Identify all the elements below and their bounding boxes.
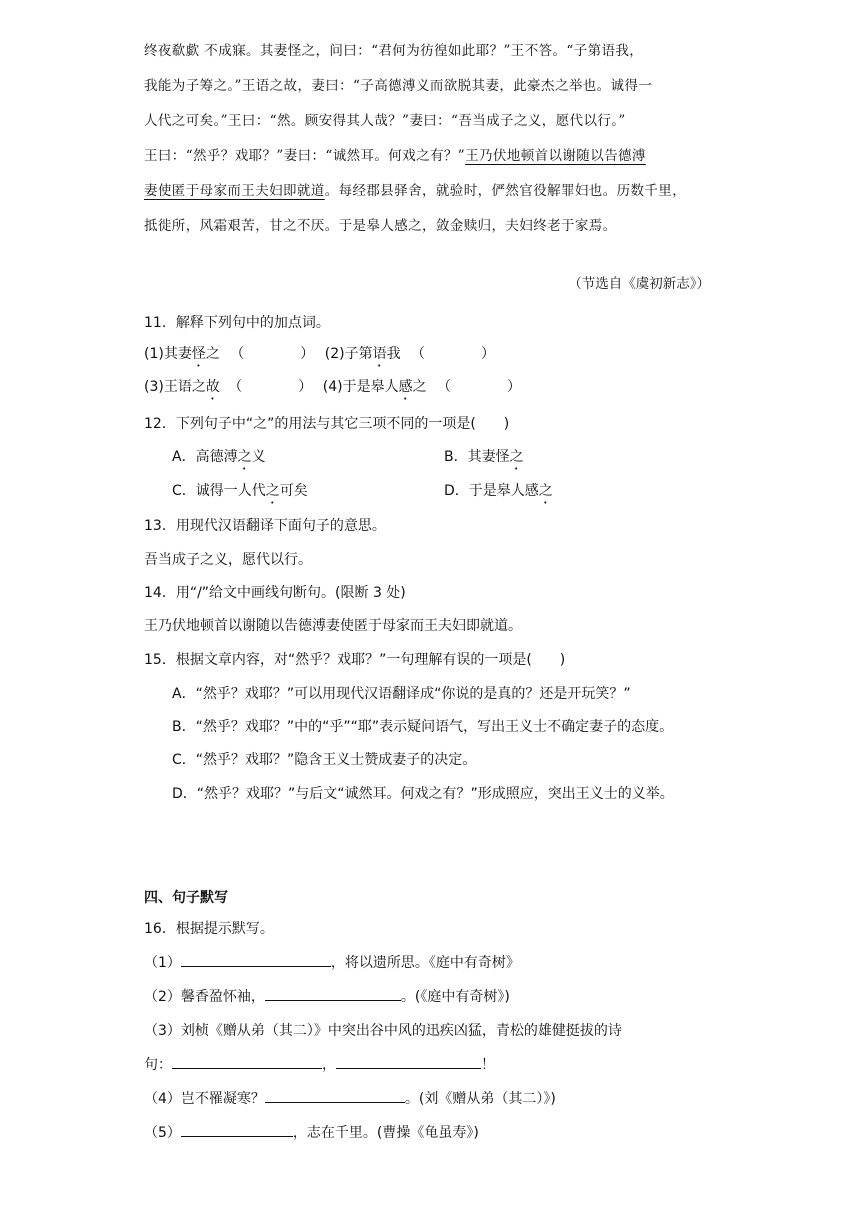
question-11-row1: (1)其妻怪之 （ ） (2)子第语我 （ ） bbox=[144, 346, 496, 362]
passage-line: 人代之可矣。”王曰：“然。顾安得其人哉？”妻曰：“吾当成子之义，愿代以行。” bbox=[144, 113, 626, 129]
passage-line: 妻使匿于母家而王夫妇即就道。每经郡县驿舍，就验时，俨然官役解罪妇也。历数千里， bbox=[144, 183, 687, 199]
dotted-word: 故 bbox=[205, 379, 220, 395]
passage-line: 王曰：“然乎？戏耶？”妻曰：“诚然耳。何戏之有？”王乃伏地顿首以谢随以告德溥 bbox=[144, 148, 646, 164]
q12-option-d[interactable]: D．于是皋人感之 bbox=[444, 483, 553, 499]
fill-blank[interactable] bbox=[181, 1122, 293, 1137]
dotted-word: 感 bbox=[398, 379, 413, 395]
dotted-word: 语 bbox=[372, 346, 387, 362]
underlined-sentence-part2: 妻使匿于母家而王夫妇即就道 bbox=[144, 183, 325, 199]
fill-blank[interactable] bbox=[265, 1088, 405, 1103]
passage-source: （节选自《虞初新志》） bbox=[568, 276, 710, 292]
answer-blank[interactable]: （ ） bbox=[230, 346, 315, 362]
dotted-word: 怪 bbox=[191, 346, 206, 362]
fill-blank[interactable] bbox=[181, 952, 331, 967]
passage-line: 抵徙所，风霜艰苦，甘之不厌。于是皋人感之，敛金赎归，夫妇终老于家焉。 bbox=[144, 218, 617, 234]
answer-blank[interactable]: （ ） bbox=[411, 346, 496, 362]
q16-item-3: （3）刘桢《赠从弟（其二）》中突出谷中风的迅疾凶猛，青松的雄健挺拔的诗 bbox=[144, 1023, 622, 1039]
q15-option-a[interactable]: A．“然乎？戏耶？”可以用现代汉语翻译成“你说的是真的？还是开玩笑？” bbox=[172, 686, 631, 702]
fill-blank[interactable] bbox=[265, 986, 401, 1001]
passage-line: 终夜欷歔 不成寐。其妻怪之，问曰：“君何为彷徨如此耶？”王不答。“子第语我， bbox=[144, 43, 644, 59]
classical-passage bbox=[144, 34, 719, 244]
section-heading: 四、句子默写 bbox=[144, 890, 228, 906]
passage-line: 我能为子筹之。”王语之故，妻曰：“子高德溥义而欲脱其妻，此豪杰之举也。诚得一 bbox=[144, 78, 653, 94]
q15-option-c[interactable]: C．“然乎？戏耶？”隐含王义士赞成妻子的决定。 bbox=[172, 752, 477, 768]
q16-item-3-answer: 句： ， ！ bbox=[144, 1054, 495, 1074]
answer-blank[interactable]: （ ） bbox=[228, 379, 313, 395]
question-12-title: 12．下列句子中“之”的用法与其它三项不同的一项是( ) bbox=[144, 416, 510, 432]
q16-item-5: （5） ，志在千里。(曹操《龟虽寿》) bbox=[144, 1122, 479, 1142]
question-13-title: 13．用现代汉语翻译下面句子的意思。 bbox=[144, 518, 386, 534]
q15-option-d[interactable]: D．“然乎？戏耶？”与后文“诚然耳。何戏之有？”形成照应，突出王义士的义举。 bbox=[172, 786, 674, 802]
question-15-title: 15．根据文章内容，对“然乎？戏耶？”一句理解有误的一项是( ) bbox=[144, 652, 566, 668]
q12-option-c[interactable]: C．诚得一人代之可矣 bbox=[172, 483, 308, 499]
question-13-sentence: 吾当成子之义，愿代以行。 bbox=[144, 552, 312, 568]
question-11-row2: (3)王语之故 （ ） (4)于是皋人感之 （ ） bbox=[144, 379, 522, 395]
question-14-title: 14．用“/”给文中画线句断句。(限断 3 处) bbox=[144, 585, 406, 601]
answer-blank[interactable]: （ ） bbox=[437, 379, 522, 395]
q16-item-2: （2）馨香盈怀袖， 。(《庭中有奇树》) bbox=[144, 986, 510, 1006]
question-11-title: 11．解释下列句中的加点词。 bbox=[144, 315, 330, 331]
q15-option-b[interactable]: B．“然乎？戏耶？”中的“乎”“耶”表示疑问语气，写出王义士不确定妻子的态度。 bbox=[172, 719, 674, 735]
question-14-sentence: 王乃伏地顿首以谢随以告德溥妻使匿于母家而王夫妇即就道。 bbox=[144, 618, 522, 634]
q16-item-1: （1） ，将以遗所思。《庭中有奇树》 bbox=[144, 952, 520, 972]
q12-option-a[interactable]: A．高德溥之义 bbox=[172, 449, 266, 465]
q16-item-4: （4）岂不罹凝寒？ 。(刘《赠从弟（其二）》) bbox=[144, 1088, 556, 1108]
underlined-sentence-part1: 王乃伏地顿首以谢随以告德溥 bbox=[465, 148, 646, 164]
fill-blank[interactable] bbox=[336, 1054, 481, 1069]
fill-blank[interactable] bbox=[172, 1054, 322, 1069]
q12-option-b[interactable]: B．其妻怪之 bbox=[444, 449, 524, 465]
question-16-title: 16．根据提示默写。 bbox=[144, 921, 274, 937]
